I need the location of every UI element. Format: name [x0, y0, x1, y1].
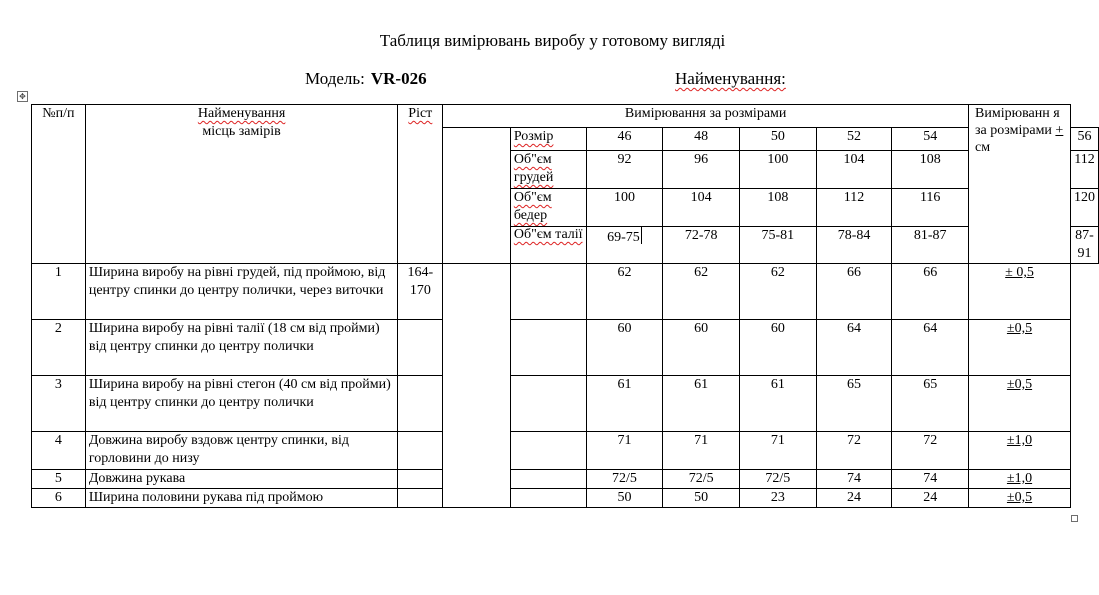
row-height: 164-170: [398, 264, 443, 320]
table-row: [32, 432, 1099, 470]
value-cell: 74: [816, 470, 892, 489]
tolerance-cell: ±0,5: [969, 489, 1071, 508]
value-cell: 72/5: [586, 470, 663, 489]
row-name: Довжина рукава: [85, 470, 398, 489]
row-name: Ширина половини рукава під проймою: [85, 489, 398, 508]
value-cell: [510, 376, 586, 432]
hips-cell: 116: [892, 189, 969, 227]
tolerance-cell: ±0,5: [969, 376, 1071, 432]
chest-cell: 100: [740, 151, 817, 189]
value-cell: 24: [892, 489, 969, 508]
model-value: VR-026: [370, 69, 427, 88]
model-line: [305, 69, 427, 89]
row-num: 1: [32, 264, 86, 320]
row-num: 5: [32, 470, 86, 489]
header-places-line2: місць замірів: [202, 124, 281, 139]
value-cell: 64: [892, 320, 969, 376]
row-name: Ширина виробу на рівні грудей, під проймою, від центру спинки до центру полички, через виточки: [85, 264, 398, 320]
size-cell: 50: [740, 128, 817, 151]
size-cell: 52: [816, 128, 892, 151]
row-num: 4: [32, 432, 86, 470]
value-cell: 71: [663, 432, 740, 470]
chest-cell: 104: [816, 151, 892, 189]
hips-cell: 108: [740, 189, 817, 227]
waist-cell: 87-91: [1071, 227, 1099, 264]
chest-cell: 112: [1071, 151, 1099, 189]
value-cell: 72: [816, 432, 892, 470]
value-cell: 62: [663, 264, 740, 320]
tolerance-cell: ±0,5: [969, 320, 1071, 376]
text-cursor: [641, 227, 642, 244]
table-resize-handle[interactable]: [1071, 515, 1078, 522]
value-cell: [510, 432, 586, 470]
waist-cell: 72-78: [663, 227, 740, 264]
table-row: [32, 320, 1099, 376]
row-height: [398, 489, 443, 508]
measurements-table: [31, 104, 1099, 508]
row-num: 6: [32, 489, 86, 508]
hips-cell: 120: [1071, 189, 1099, 227]
size-cell: 46: [586, 128, 663, 151]
row-name: Довжина виробу вздовж центру спинки, від горловини до низу: [85, 432, 398, 470]
table-row: [32, 264, 1099, 320]
row-name: Ширина виробу на рівні стегон (40 см від пройми) від центру спинки до центру полички: [85, 376, 398, 432]
value-cell: 61: [586, 376, 663, 432]
value-cell: 66: [816, 264, 892, 320]
table-row: [32, 470, 1099, 489]
size-cell: 56: [1071, 128, 1099, 151]
value-cell: 66: [892, 264, 969, 320]
value-cell: [510, 470, 586, 489]
value-cell: [510, 489, 586, 508]
value-cell: 62: [586, 264, 663, 320]
table-move-handle-icon[interactable]: ✥: [17, 91, 28, 102]
waist-cell: 75-81: [740, 227, 817, 264]
size-cell: 54: [892, 128, 969, 151]
value-cell: [510, 264, 586, 320]
hips-row-label: Об"єм бедер: [510, 189, 586, 227]
row-height: [398, 432, 443, 470]
value-cell: 61: [663, 376, 740, 432]
waist-cell: 78-84: [816, 227, 892, 264]
row-num: 3: [32, 376, 86, 432]
value-cell: 23: [740, 489, 817, 508]
chest-cell: 108: [892, 151, 969, 189]
model-label: Модель:: [305, 69, 365, 88]
header-num: №п/п: [32, 105, 86, 264]
waist-cell[interactable]: 69-75: [586, 227, 663, 264]
value-cell: 62: [740, 264, 817, 320]
header-sizes: Вимірювання за розмірами: [443, 105, 969, 128]
value-cell: 60: [663, 320, 740, 376]
row-height: [398, 320, 443, 376]
value-cell: 72: [892, 432, 969, 470]
tolerance-cell: ±1,0: [969, 432, 1071, 470]
value-cell: 74: [892, 470, 969, 489]
waist-cell: 81-87: [892, 227, 969, 264]
value-cell: 71: [586, 432, 663, 470]
table-row: [32, 376, 1099, 432]
value-cell: [510, 320, 586, 376]
header-places-line1: Найменування: [197, 106, 286, 121]
value-cell: 72/5: [740, 470, 817, 489]
waist-row-label: Об"єм талії: [510, 227, 586, 264]
hips-cell: 104: [663, 189, 740, 227]
name-label: Найменування:: [675, 69, 786, 88]
row-height: [398, 376, 443, 432]
value-cell: 60: [586, 320, 663, 376]
row-height: [398, 470, 443, 489]
chest-row-label: Об"єм грудей: [510, 151, 586, 189]
value-cell: 61: [740, 376, 817, 432]
hips-cell: 112: [816, 189, 892, 227]
value-cell: 50: [663, 489, 740, 508]
spacer-cell: [443, 128, 511, 264]
tolerance-cell: ± 0,5: [969, 264, 1071, 320]
size-cell: 48: [663, 128, 740, 151]
header-tolerance: Вимірюванн я за розмірами + см: [969, 105, 1071, 264]
value-cell: 60: [740, 320, 817, 376]
chest-cell: 96: [663, 151, 740, 189]
hips-cell: 100: [586, 189, 663, 227]
table-row: [32, 489, 1099, 508]
value-cell: 50: [586, 489, 663, 508]
chest-cell: 92: [586, 151, 663, 189]
value-cell: 65: [816, 376, 892, 432]
size-row-label: Розмір: [510, 128, 586, 151]
value-cell: 24: [816, 489, 892, 508]
row-name: Ширина виробу на рівні талії (18 см від пройми) від центру спинки до центру полички: [85, 320, 398, 376]
header-places: [85, 105, 398, 264]
name-line: [675, 69, 786, 89]
value-cell: 65: [892, 376, 969, 432]
header-height: Ріст: [398, 105, 443, 264]
spacer-cell: [443, 264, 511, 508]
value-cell: 64: [816, 320, 892, 376]
value-cell: 71: [740, 432, 817, 470]
tolerance-cell: ±1,0: [969, 470, 1071, 489]
document-title: Таблиця вимірювань виробу у готовому вигляді: [379, 31, 726, 50]
row-num: 2: [32, 320, 86, 376]
value-cell: 72/5: [663, 470, 740, 489]
